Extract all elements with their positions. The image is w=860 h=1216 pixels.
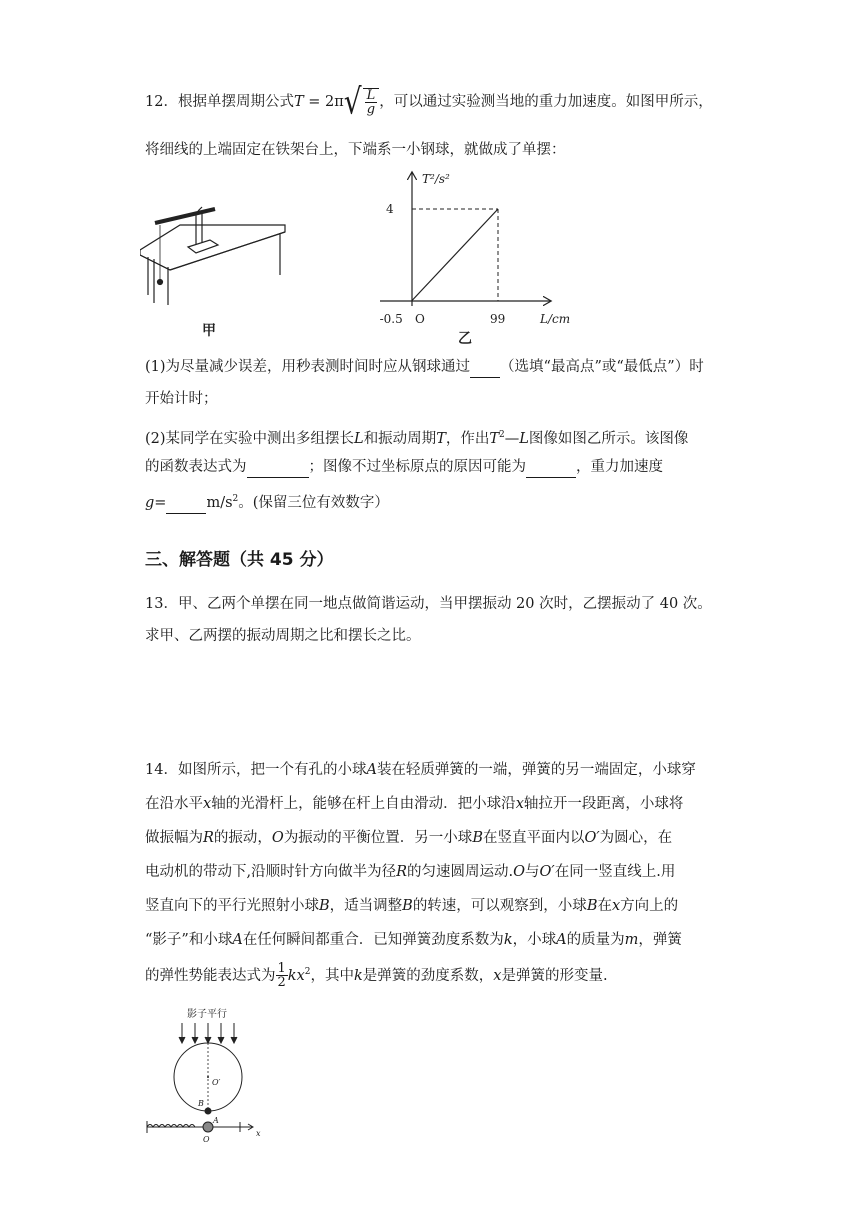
- text: 在竖直平面内以: [482, 830, 585, 846]
- var-g: g: [145, 494, 155, 511]
- text: 。(保留三位有效数字）: [238, 494, 389, 511]
- var-O: O: [271, 830, 284, 846]
- text: m/s: [206, 494, 233, 511]
- answer-blank-2[interactable]: [247, 457, 309, 478]
- text: 的振动，: [213, 830, 272, 846]
- var-O-prime: O′: [584, 830, 600, 846]
- var-A: A: [366, 762, 377, 778]
- text: 方向上的: [620, 898, 679, 914]
- text: —: [504, 430, 520, 447]
- var-x: x: [493, 967, 502, 984]
- text: 的函数表达式为: [145, 459, 247, 475]
- text: 为振动的平衡位置．另一小球: [283, 830, 473, 846]
- q12-sub1-cont: 开始计时；: [145, 391, 218, 407]
- var-L: L: [354, 430, 364, 447]
- label-B: B: [198, 1099, 204, 1108]
- formula-L: L: [366, 88, 376, 103]
- text: 是弹簧的劲度系数，: [362, 967, 494, 984]
- var-B: B: [402, 898, 413, 914]
- text: 图像如图乙所示。该图像: [528, 430, 689, 447]
- q14-line-3: [145, 828, 672, 848]
- formula-sqrt: [363, 88, 380, 116]
- text: 根据单摆周期公式: [177, 94, 294, 110]
- text: 的质量为: [566, 932, 625, 948]
- q12-sub2-line-2: [145, 457, 663, 478]
- q12-line-1: [145, 80, 713, 122]
- figure-yi-label: 乙: [458, 331, 472, 345]
- text: 轴拉开一段距离，小球将: [523, 796, 684, 812]
- text: ，小球: [512, 932, 557, 948]
- var-k: k: [503, 932, 513, 948]
- ball-B: [205, 1108, 212, 1115]
- var-kx: kx: [287, 967, 305, 984]
- text: ，其中: [310, 967, 354, 984]
- text: 装在轻质弹簧的一端，弹簧的另一端固定，小球穿: [376, 762, 696, 778]
- var-B: B: [472, 830, 483, 846]
- text: 和振动周期: [363, 430, 437, 447]
- q13-line-1: 13．甲、乙两个单摆在同一地点做简谐运动，当甲摆振动 20 次时，乙摆振动了 40 次。: [145, 596, 712, 612]
- text: 的匀速圆周运动.: [407, 864, 514, 880]
- q12-sub1-line: [145, 357, 704, 378]
- pendulum-stand-drawing: [140, 207, 285, 305]
- var-x: x: [611, 898, 621, 914]
- figure-yi-chart: [360, 165, 590, 345]
- text: ，适当调整: [329, 898, 403, 914]
- text: 在沿水平: [145, 796, 203, 812]
- text: (2)某同学在实验中测出多组摆长: [145, 430, 355, 447]
- tick-label-origin: O: [415, 312, 425, 326]
- answer-blank-4[interactable]: [166, 493, 206, 514]
- text: 在同一竖直线上.用: [554, 864, 676, 880]
- q12-sub2-line: [145, 425, 688, 449]
- figure-jia-label: 甲: [202, 323, 216, 339]
- superscript: 2: [232, 494, 239, 504]
- figure-q14: [140, 1005, 270, 1155]
- label-O: O: [203, 1135, 210, 1144]
- text: 14．如图所示，把一个有孔的小球: [145, 762, 367, 778]
- text: ；图像不过坐标原点的原因可能为: [308, 459, 526, 475]
- text: 竖直向下的平行光照射小球: [145, 898, 319, 914]
- frac-den: 2: [277, 975, 286, 991]
- question-number: 12．: [145, 94, 178, 110]
- text: 与: [525, 864, 540, 880]
- y-axis-label: T²/s²: [422, 172, 450, 186]
- q13-line-2: 求甲、乙两摆的振动周期之比和摆长之比。: [145, 628, 421, 644]
- q14-line-5: [145, 896, 678, 916]
- var-x: x: [203, 796, 212, 812]
- text: =: [154, 494, 167, 511]
- text: 为圆心，在: [599, 830, 673, 846]
- superscript: 2: [304, 967, 311, 977]
- text: ，可以通过实验测当地的重力加速度。如图甲所示，: [379, 94, 713, 110]
- text: 电动机的带动下,沿顺时针方向做半为径: [145, 864, 397, 880]
- formula-eq: = 2π: [303, 94, 344, 110]
- var-x: x: [515, 796, 524, 812]
- formula-g: g: [366, 102, 376, 117]
- text: 在: [597, 898, 612, 914]
- answer-blank-3[interactable]: [526, 457, 576, 478]
- var-T: T: [436, 430, 446, 447]
- frac-num: 1: [277, 961, 286, 977]
- section-title: 三、解答题（共 45 分）: [145, 550, 334, 570]
- var-k: k: [353, 967, 363, 984]
- q14-line-7: [145, 962, 608, 989]
- text: 做振幅为: [145, 830, 203, 846]
- ball-A: [203, 1122, 213, 1132]
- var-R: R: [203, 830, 214, 846]
- tick-label-x-99: 99: [490, 312, 506, 326]
- text: ，重力加速度: [576, 459, 663, 475]
- q12-sub2-line-3: [145, 489, 389, 514]
- text: （选填“最高点”或“最低点”）时: [500, 359, 704, 375]
- label-x: x: [256, 1129, 261, 1138]
- text: “影子”和小球: [145, 932, 233, 948]
- tick-label-x-neg: -0.5: [379, 312, 403, 326]
- var-T: T: [489, 430, 500, 447]
- x-axis-label: L/cm: [540, 312, 571, 326]
- tick-label-y-4: 4: [386, 202, 394, 216]
- text: 的转速，可以观察到，小球: [412, 898, 587, 914]
- var-L: L: [519, 430, 529, 447]
- var-m: m: [624, 932, 639, 948]
- q14-line-4: [145, 862, 675, 882]
- var-O-prime: O′: [539, 864, 555, 880]
- q14-line-6: [145, 930, 682, 950]
- formula-T: T: [293, 94, 304, 110]
- light-arrows-icon: [179, 1023, 237, 1043]
- text: ，弹簧: [638, 932, 682, 948]
- var-A: A: [556, 932, 567, 948]
- answer-blank-1[interactable]: [470, 357, 500, 378]
- q14-line-2: [145, 794, 683, 814]
- var-A: A: [232, 932, 243, 948]
- superscript: 2: [499, 430, 505, 440]
- text: (1)为尽量减少误差，用秒表测时间时应从钢球通过: [145, 359, 471, 375]
- fraction-half: [276, 962, 288, 989]
- sqrt-icon: √: [343, 80, 362, 122]
- text: 在任何瞬间都重合．已知弹簧劲度系数为: [242, 932, 504, 948]
- text: 轴的光滑杆上，能够在杆上自由滑动．把小球沿: [211, 796, 516, 812]
- var-O: O: [513, 864, 526, 880]
- label-A: A: [213, 1116, 219, 1125]
- text: ，作出: [445, 430, 490, 447]
- data-series-line: [412, 209, 498, 301]
- q12-line-2: 将细线的上端固定在铁架台上，下端系一小钢球，就做成了单摆：: [145, 142, 566, 158]
- var-B: B: [319, 898, 330, 914]
- var-B: B: [586, 898, 598, 914]
- figure-jia: [140, 175, 300, 345]
- label-O-prime: O′: [212, 1078, 221, 1087]
- center-point: [207, 1076, 209, 1078]
- q14-line-1: [145, 760, 696, 780]
- text: 的弹性势能表达式为: [145, 967, 276, 984]
- figure-q14-title: 影子平行: [187, 1009, 227, 1020]
- var-R: R: [396, 864, 408, 880]
- text: 是弹簧的形变量.: [501, 967, 608, 984]
